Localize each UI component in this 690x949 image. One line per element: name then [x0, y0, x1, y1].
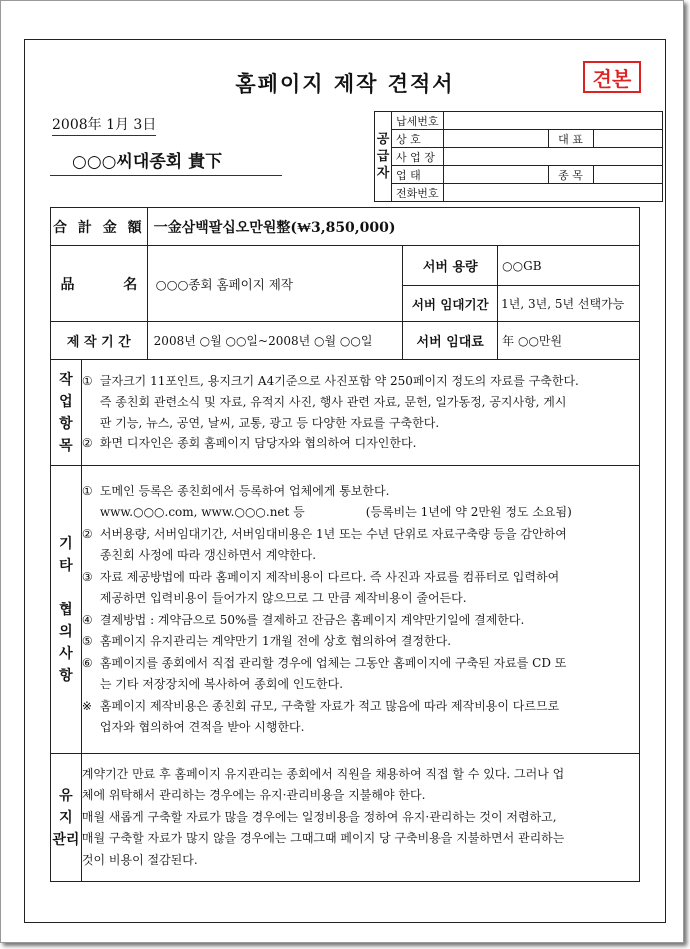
supplier-table — [374, 111, 663, 202]
recipient: ○○○씨대종회 貴下 — [50, 147, 282, 176]
list-item: ① 도메인 등록은 종친회에서 등록하여 업체에게 통보한다. www.○○○.com, www.○○○.net 등 (등록비는 1년에 약 2만원 정도 소요됨) — [81, 483, 572, 519]
server-capacity-label: 서버 용량 — [403, 246, 498, 286]
list-item: ④ 결제방법 : 계약금으로 50%를 결제하고 잔금은 홈페이지 계약만기일에 결제한다. — [81, 612, 525, 627]
supplier-label: 종 목 — [548, 166, 593, 184]
estimate-table — [50, 207, 640, 882]
supplier-label: 대 표 — [548, 130, 593, 148]
maintenance-content: 계약기간 만료 후 홈페이지 유지관리는 종회에서 직원을 채용하여 직접 할 수 있다. 그러나 업 체에 위탁해서 관리하는 경우에는 유지·관리비용을 지불해야 한다. 매월 새롭게 구축할 자료가 많을 경우에는 일정비용을 정하여 유지·관리하는 것이 저렴하고, 매월 구축할 자료가 많지 않을 경우에는 그때그때 페이지 당 구축비용을 지불하면서 관리하는 것이 비용이 절감된다. — [81, 754, 639, 882]
product-label: 品 名 — [51, 246, 148, 322]
other-terms-content — [81, 466, 639, 754]
server-lease-label: 서버 임대기간 — [403, 286, 498, 322]
product-value: ○○○종회 홈페이지 제작 — [147, 246, 403, 322]
supplier-side-label: 공 급 자 — [375, 112, 392, 202]
issue-date: 2008年 1月 3日 — [52, 114, 156, 136]
other-terms-label: 기 타 협 의 사 항 — [51, 466, 82, 754]
supplier-label: 납세번호 — [392, 112, 444, 130]
supplier-label: 상 호 — [392, 130, 444, 148]
total-label: 合 計 金 額 — [51, 208, 148, 246]
supplier-value — [443, 148, 662, 166]
supplier-value — [443, 184, 662, 202]
list-item: ③ 자료 제공방법에 따라 홈페이지 제작비용이 다르다. 즉 사진과 자료를 컴퓨터로 입력하여 제공하면 입력비용이 들어가지 않으므로 그 만큼 제작비용이 줄어든다. — [81, 569, 560, 605]
total-value: 一金삼백팔십오만원整(₩3,850,000) — [147, 208, 639, 246]
list-item: ② 서버용량, 서버임대기간, 서버임대비용은 1년 또는 수년 단위로 자료구축량 등을 감안하여 종친회 사정에 따라 갱신하면서 계약한다. — [81, 526, 567, 562]
list-item: ⑥ 홈페이지를 종회에서 직접 관리할 경우에 업체는 그동안 홈페이지에 구축된 자료를 CD 또 는 기타 저장장치에 복사하여 종회에 인도한다. — [81, 655, 567, 691]
list-item: ⑤ 홈페이지 유지관리는 계약만기 1개월 전에 상호 협의하여 결정한다. — [81, 634, 452, 648]
period-value: 2008년 ○월 ○○일~2008년 ○월 ○○일 — [147, 322, 403, 360]
work-items-label: 작 업 항 목 — [51, 360, 82, 466]
server-fee-value: 年 ○○만원 — [498, 322, 640, 360]
supplier-label: 전화번호 — [392, 184, 444, 202]
supplier-value — [593, 166, 662, 184]
list-item: ※ 홈페이지 제작비용은 종친회 규모, 구축할 자료가 적고 많음에 따라 제작비용이 다르므로 업자와 협의하여 견적을 받아 시행한다. — [81, 698, 560, 734]
sample-stamp: 견본 — [583, 61, 641, 93]
period-label: 제 작 기 간 — [51, 322, 148, 360]
server-lease-value: 1년, 3년, 5년 선택가능 — [498, 286, 640, 322]
maintenance-label: 유 지 관리 — [51, 754, 82, 882]
document-title: 홈페이지 제작 견적서 — [235, 71, 455, 96]
supplier-value — [443, 112, 662, 130]
supplier-value — [593, 130, 662, 148]
list-item: ① 글자크기 11포인트, 용지크기 A4기준으로 사진포함 약 250페이지 정도의 자료를 구축한다. 즉 종친회 관련소식 및 자료, 유적지 사진, 행사 관련 자료, 문헌, 일가동정, 공지사항, 게시 판 기능, 뉴스, 공연, 날씨, 교통, 광고 등 다양한 자료를 구축한다. — [81, 374, 579, 430]
list-item: ② 화면 디자인은 종회 홈페이지 담당자와 협의하여 디자인한다. — [81, 436, 417, 451]
server-capacity-value: ○○GB — [498, 246, 640, 286]
supplier-value — [443, 130, 548, 148]
supplier-label: 업 태 — [392, 166, 444, 184]
work-items-content — [81, 360, 639, 466]
supplier-label: 사 업 장 — [392, 148, 444, 166]
server-fee-label: 서버 임대료 — [403, 322, 498, 360]
supplier-value — [443, 166, 548, 184]
